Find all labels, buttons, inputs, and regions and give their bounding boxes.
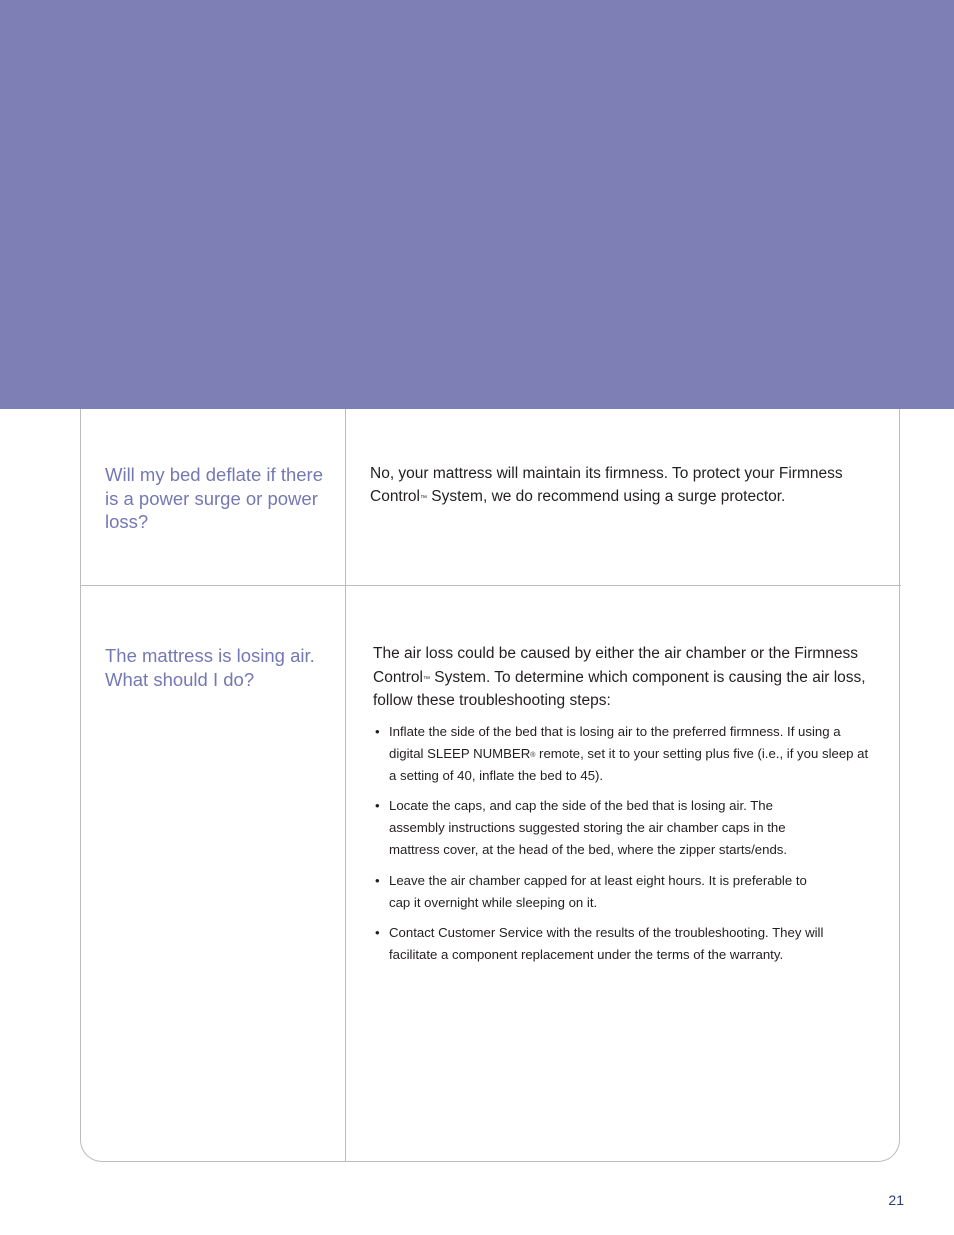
faq-answer-power-loss bbox=[370, 462, 880, 508]
header-banner bbox=[0, 0, 954, 409]
step-text: Inflate the side of the bed that is losing air to the preferred firmness. If using a digital SLEEP NUMBER bbox=[389, 724, 841, 761]
trademark-symbol: ™ bbox=[419, 495, 427, 502]
answer-text: No, your mattress will maintain its firmness. To protect your Firmness Control bbox=[370, 465, 843, 505]
trademark-symbol: ™ bbox=[422, 675, 430, 683]
troubleshooting-steps bbox=[373, 721, 888, 975]
troubleshooting-step: • Leave the air chamber capped for at least eight hours. It is preferable to cap it overnight while sleeping on it. bbox=[373, 870, 819, 914]
row-divider bbox=[81, 585, 901, 586]
faq-question-power-loss: Will my bed deflate if there is a power surge or power loss? bbox=[105, 464, 323, 532]
troubleshooting-step: • Contact Customer Service with the results of the troubleshooting. They will facilitate a component replacement under the terms of the warranty. bbox=[373, 922, 849, 966]
faq-answer-losing-air bbox=[373, 642, 888, 713]
answer-text: The air loss could be caused by either the air chamber or the Firmness Control bbox=[373, 645, 859, 686]
faq-table bbox=[80, 409, 900, 1162]
step-text: remote, set it to your setting plus five (i.e., if you sleep at a setting of 40, inflate the bed to 45). bbox=[389, 745, 869, 783]
troubleshooting-step bbox=[373, 721, 877, 786]
troubleshooting-step: • Locate the caps, and cap the side of the bed that is losing air. The assembly instructions suggested storing the air chamber caps in the mattress cover, at the head of the bed, where the zipper starts/ends. bbox=[373, 795, 819, 860]
column-divider bbox=[345, 409, 346, 1161]
faq-question-losing-air: The mattress is losing air. What should I do? bbox=[105, 645, 315, 690]
answer-text: System. To determine which component is causing the air loss, follow these troubleshooting steps: bbox=[373, 668, 866, 709]
answer-text: System, we do recommend using a surge protector. bbox=[426, 488, 786, 505]
page-number: 21 bbox=[888, 1192, 904, 1208]
registered-symbol: ® bbox=[530, 751, 536, 759]
